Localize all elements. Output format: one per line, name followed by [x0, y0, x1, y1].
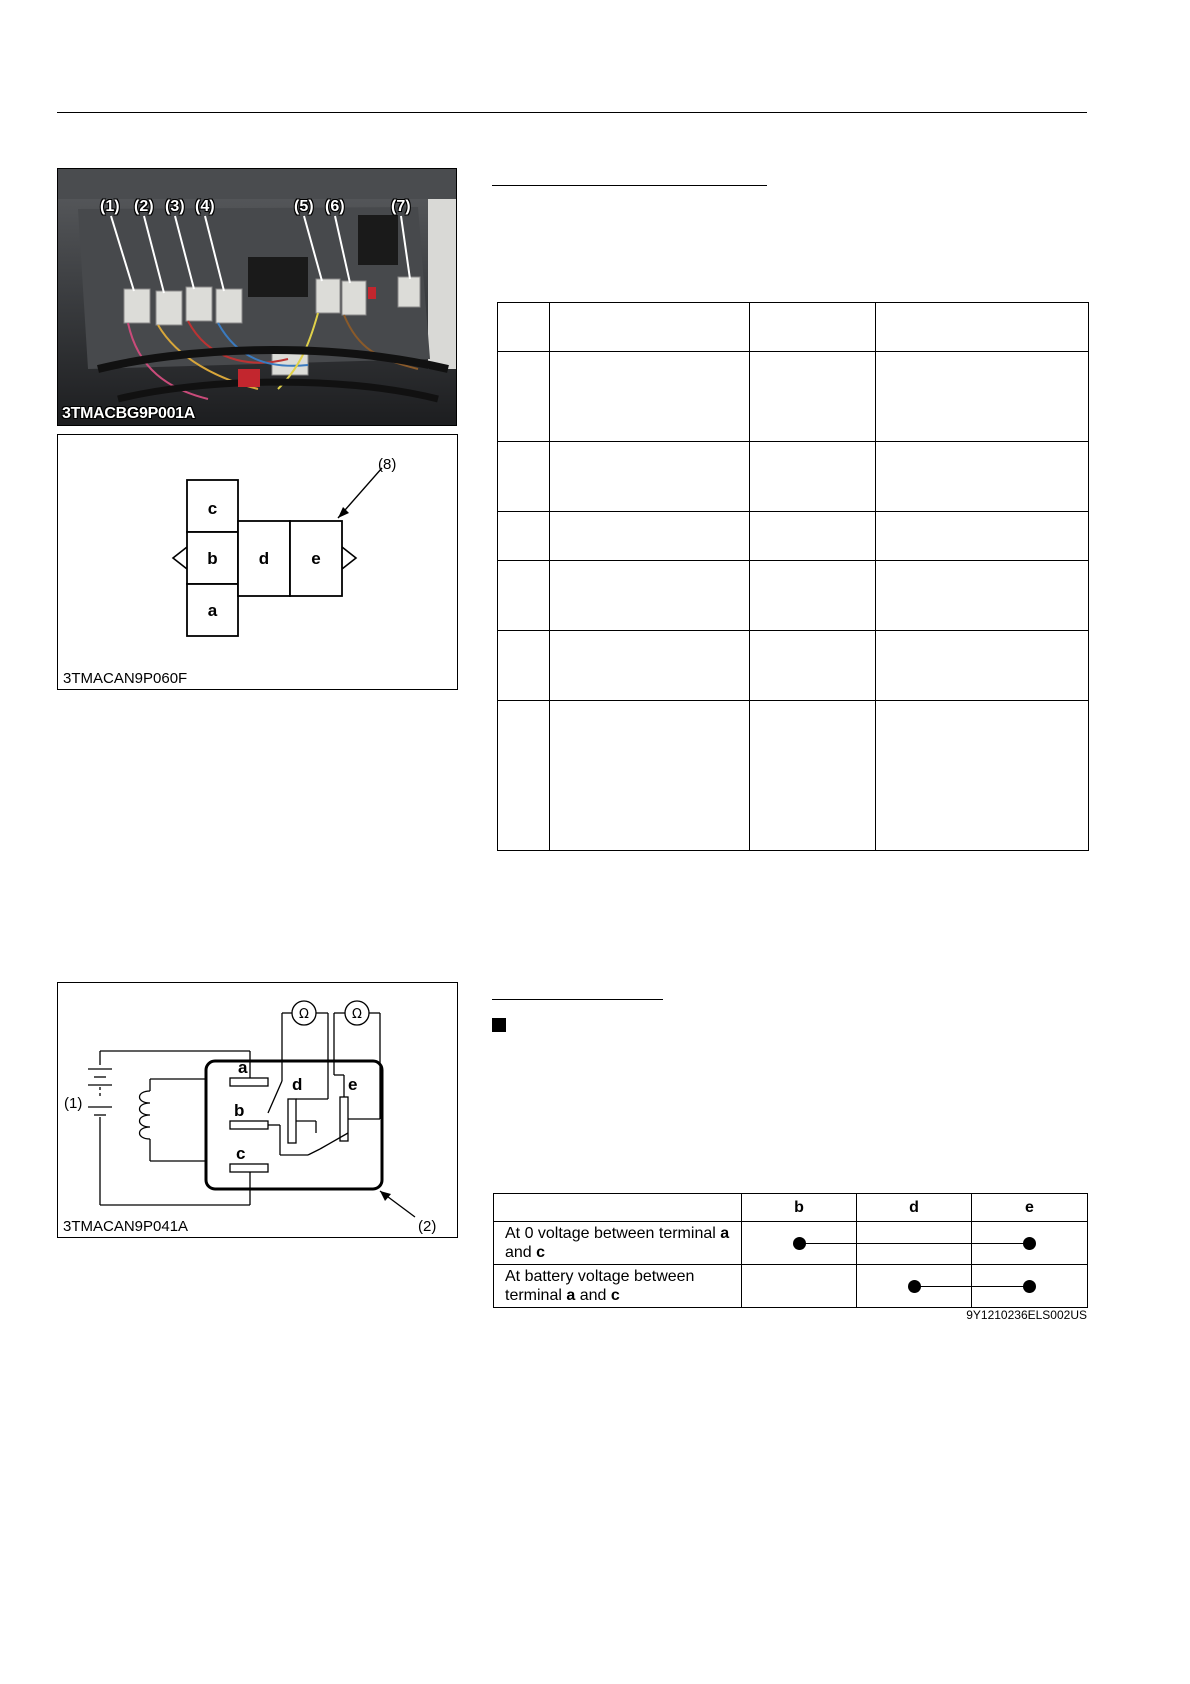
continuity-cell-b — [742, 1222, 857, 1265]
photo-callout-1: (1) — [100, 198, 120, 215]
continuity-header-row — [494, 1194, 1088, 1222]
circuit-terminal-e: e — [348, 1075, 358, 1094]
continuity-cell-e — [972, 1222, 1088, 1265]
photo-callout-7: (7) — [391, 198, 411, 215]
circuit-terminal-c: c — [236, 1144, 246, 1163]
circuit-terminal-d: d — [292, 1075, 303, 1094]
circuit-terminal-b: b — [234, 1101, 245, 1120]
continuity-header-b: b — [742, 1194, 857, 1222]
terminal-label-d: d — [258, 549, 270, 568]
continuity-dot — [1023, 1280, 1036, 1293]
photo-callout-2: (2) — [134, 198, 154, 215]
terminal-callout-8: (8) — [378, 456, 397, 473]
continuity-row-label: At 0 voltage between terminal a and c — [494, 1222, 742, 1265]
table-row — [498, 561, 1089, 631]
table-row — [498, 512, 1089, 561]
continuity-cell-d — [857, 1222, 972, 1265]
continuity-cell-b — [742, 1265, 857, 1308]
photo-callout-4: (4) — [195, 198, 215, 215]
continuity-cell-e — [972, 1265, 1088, 1308]
photo-code: 3TMACBG9P001A — [62, 405, 196, 422]
continuity-table — [493, 1193, 1088, 1308]
terminal-label-b: b — [207, 549, 218, 568]
table-row — [498, 442, 1089, 512]
ohmmeter-1-symbol: Ω — [299, 1007, 309, 1022]
continuity-row-label: At battery voltage between terminal a and c — [494, 1265, 742, 1308]
table-row — [498, 352, 1089, 442]
section-heading-rule — [492, 185, 767, 186]
continuity-dot — [1023, 1237, 1036, 1250]
bullet-square-icon — [492, 1018, 506, 1032]
terminal-label-a: a — [207, 601, 218, 620]
table-row — [494, 1265, 1088, 1308]
continuity-header-d: d — [857, 1194, 972, 1222]
continuity-dot — [908, 1280, 921, 1293]
continuity-cell-d — [857, 1265, 972, 1308]
relay-location-photo — [57, 168, 457, 426]
photo-callout-6: (6) — [325, 198, 345, 215]
table-row — [498, 631, 1089, 701]
relay-circuit-diagram — [57, 982, 458, 1238]
relay-spec-table — [497, 302, 1089, 851]
terminal-label-e: e — [311, 549, 321, 568]
circuit-callout-1: (1) — [64, 1095, 83, 1112]
photo-callout-3: (3) — [165, 198, 185, 215]
table-row — [494, 1222, 1088, 1265]
continuity-header-blank — [494, 1194, 742, 1222]
continuity-dot — [793, 1237, 806, 1250]
relay-terminal-diagram — [57, 434, 458, 690]
table-row — [498, 303, 1089, 352]
continuity-header-e: e — [972, 1194, 1088, 1222]
header-rule — [57, 112, 1087, 113]
table-row — [498, 701, 1089, 851]
terminal-figure-code: 3TMACAN9P060F — [63, 670, 188, 687]
circuit-figure-code: 3TMACAN9P041A — [63, 1218, 189, 1235]
photo-callout-5: (5) — [294, 198, 314, 215]
circuit-terminal-a: a — [238, 1058, 248, 1077]
circuit-callout-2: (2) — [418, 1218, 437, 1235]
section-heading-rule-2 — [492, 999, 663, 1000]
ohmmeter-2-symbol: Ω — [352, 1007, 362, 1022]
terminal-label-c: c — [207, 499, 218, 518]
document-code: 9Y1210236ELS002US — [966, 1308, 1087, 1322]
